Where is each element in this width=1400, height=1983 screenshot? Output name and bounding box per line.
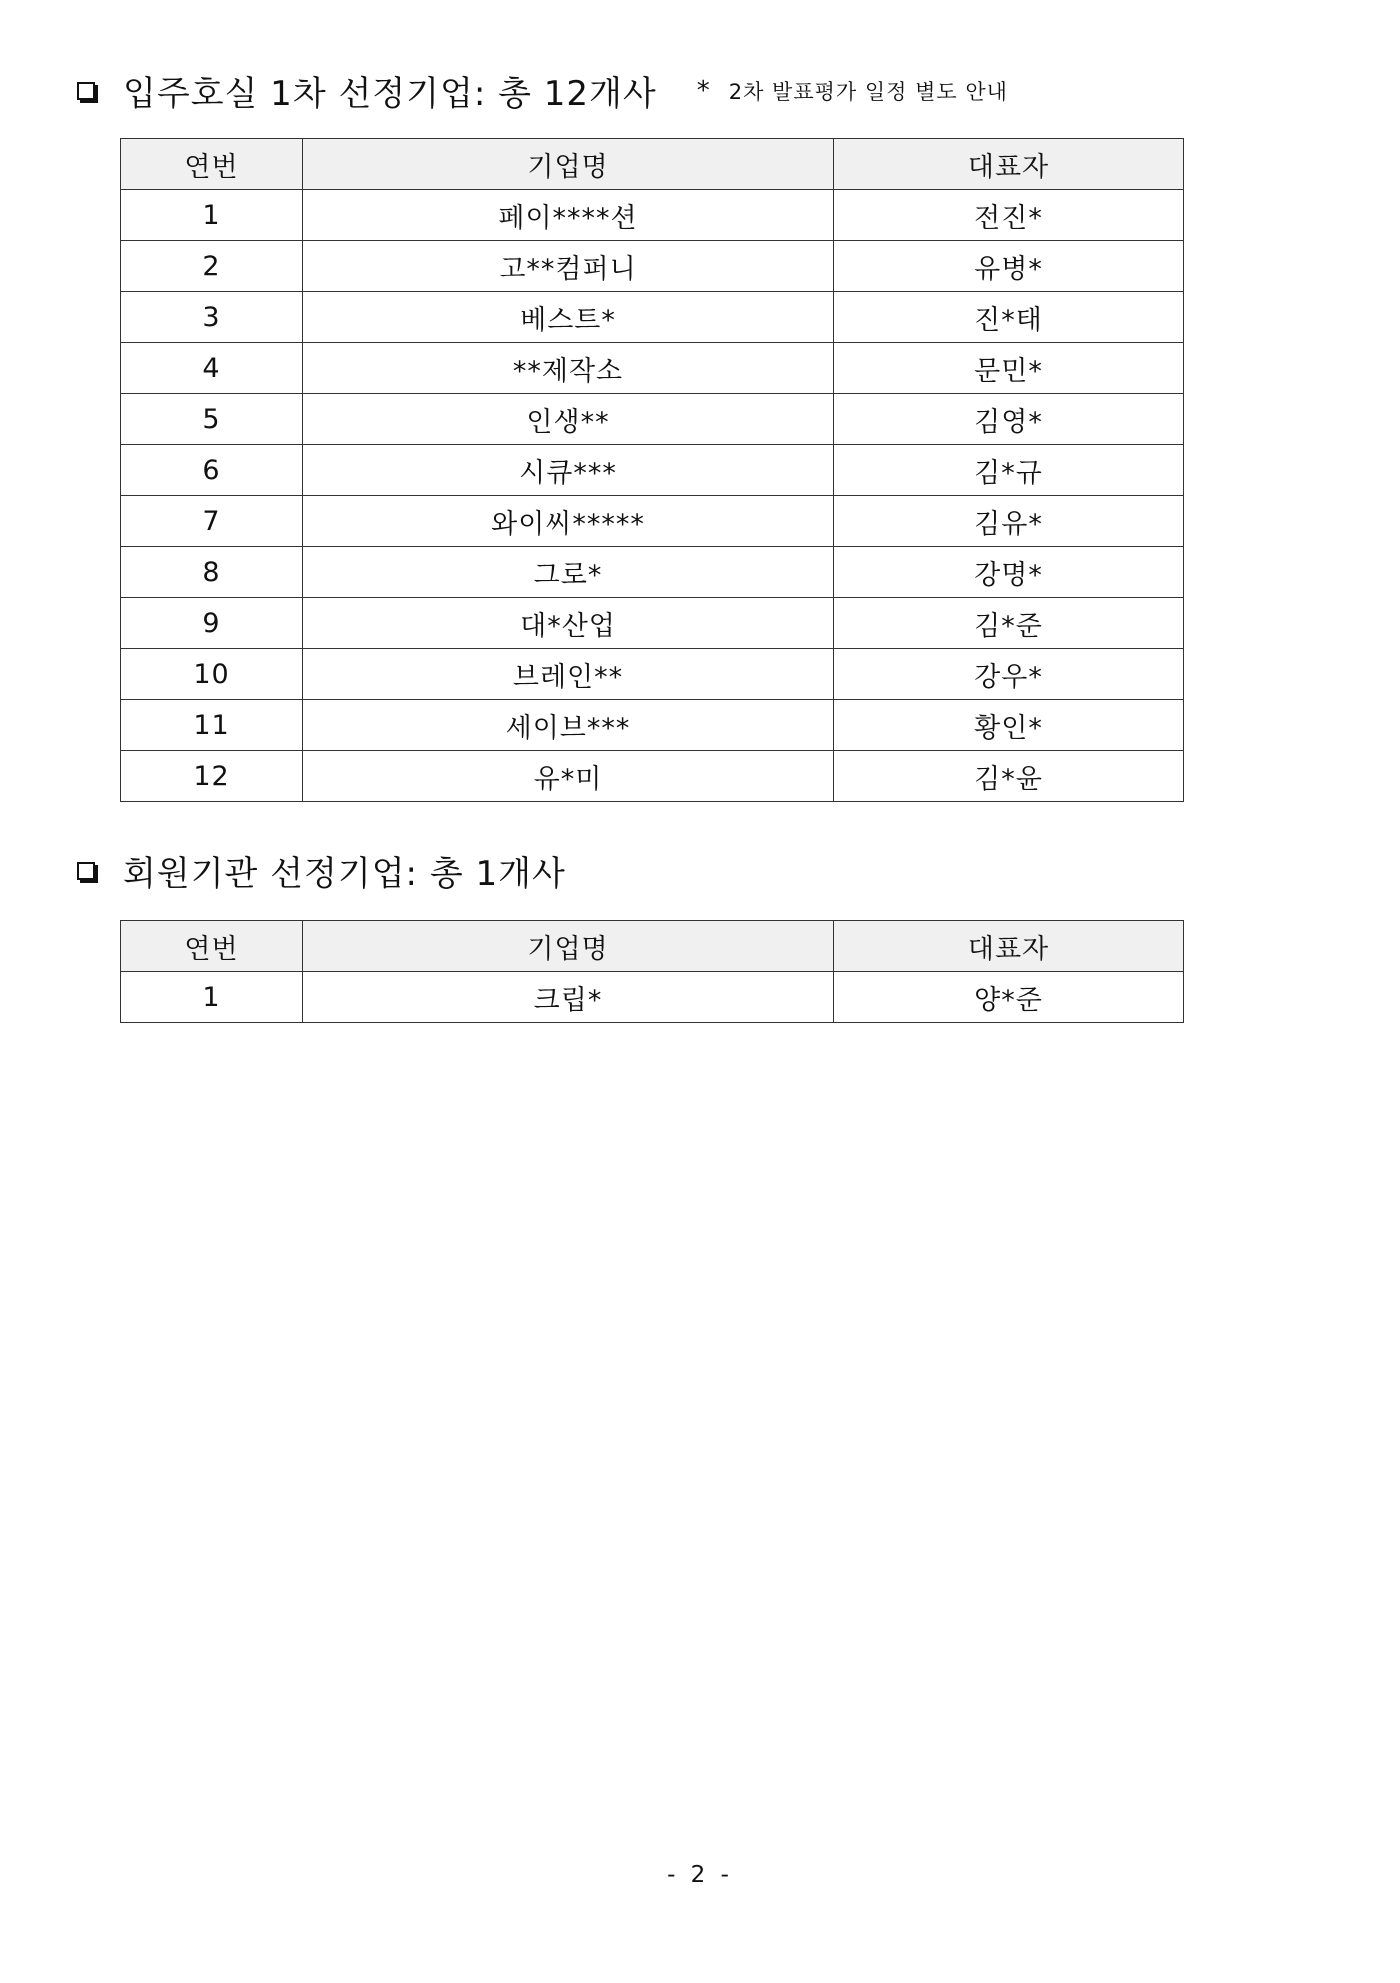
checkbox-icon [77,82,95,100]
cell-company-name: 유*미 [303,751,834,802]
cell-number: 4 [121,343,303,394]
cell-number: 9 [121,598,303,649]
cell-number: 8 [121,547,303,598]
resident-companies-table [120,138,1184,802]
header-number: 연번 [121,921,303,972]
cell-company-name: **제작소 [303,343,834,394]
cell-representative: 김*윤 [834,751,1184,802]
table-row [121,598,1184,649]
note-mark: * [696,75,711,106]
cell-representative: 강명* [834,547,1184,598]
cell-number: 3 [121,292,303,343]
section-title: 입주호실 1차 선정기업: 총 12개사 [123,74,657,114]
cell-representative: 유병* [834,241,1184,292]
cell-company-name: 시큐*** [303,445,834,496]
checkbox-icon [77,862,95,880]
table-row [121,190,1184,241]
cell-company-name: 세이브*** [303,700,834,751]
cell-company-name: 와이씨***** [303,496,834,547]
header-company-name: 기업명 [303,921,834,972]
cell-representative: 강우* [834,649,1184,700]
cell-representative: 양*준 [834,972,1184,1023]
cell-representative: 황인* [834,700,1184,751]
table-row [121,649,1184,700]
header-representative: 대표자 [834,921,1184,972]
cell-representative: 진*태 [834,292,1184,343]
header-company-name: 기업명 [303,139,834,190]
cell-representative: 문민* [834,343,1184,394]
table-row [121,496,1184,547]
cell-company-name: 브레인** [303,649,834,700]
table-header-row [121,139,1184,190]
page-number: - 2 - [667,1862,733,1888]
cell-representative: 김*규 [834,445,1184,496]
cell-number: 7 [121,496,303,547]
table-row [121,292,1184,343]
table-row [121,972,1184,1023]
table-row [121,700,1184,751]
cell-representative: 김*준 [834,598,1184,649]
cell-company-name: 대*산업 [303,598,834,649]
table-row [121,751,1184,802]
cell-number: 1 [121,190,303,241]
header-number: 연번 [121,139,303,190]
cell-representative: 김유* [834,496,1184,547]
section-heading-members [77,846,566,895]
header-representative: 대표자 [834,139,1184,190]
cell-representative: 김영* [834,394,1184,445]
cell-representative: 전진* [834,190,1184,241]
cell-number: 10 [121,649,303,700]
table-row [121,241,1184,292]
cell-company-name: 고**컴퍼니 [303,241,834,292]
table-row [121,343,1184,394]
cell-number: 1 [121,972,303,1023]
table-header-row [121,921,1184,972]
table-row [121,445,1184,496]
cell-number: 12 [121,751,303,802]
member-companies-table [120,920,1184,1023]
section-title: 회원기관 선정기업: 총 1개사 [123,854,566,894]
cell-company-name: 인생** [303,394,834,445]
section-note [697,76,1008,106]
cell-number: 6 [121,445,303,496]
cell-company-name: 베스트* [303,292,834,343]
cell-company-name: 크립* [303,972,834,1023]
table-row [121,394,1184,445]
cell-number: 11 [121,700,303,751]
cell-number: 2 [121,241,303,292]
cell-company-name: 그로* [303,547,834,598]
table-row [121,547,1184,598]
cell-number: 5 [121,394,303,445]
section-heading-residents [77,66,1008,115]
note-text: 2차 발표평가 일정 별도 안내 [728,79,1008,104]
cell-company-name: 페이****션 [303,190,834,241]
